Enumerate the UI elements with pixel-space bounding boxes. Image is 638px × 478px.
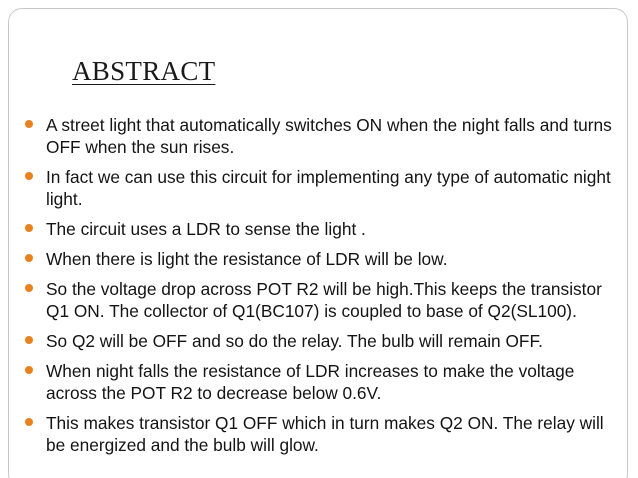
bullet-text: This makes transistor Q1 OFF which in turn makes Q2 ON. The relay will be energized and the bulb will glow.: [46, 413, 604, 455]
bullet-item: [22, 248, 622, 270]
bullet-dot-icon: [25, 254, 33, 262]
bullet-dot-icon: [25, 336, 33, 344]
bullet-item: [22, 412, 622, 456]
slide-title: ABSTRACT: [72, 56, 216, 86]
bullet-text: When there is light the resistance of LDR will be low.: [46, 249, 448, 269]
bullet-list: [22, 114, 622, 464]
bullet-text: A street light that automatically switches ON when the night falls and turns OFF when the sun rises.: [46, 115, 612, 157]
bullet-dot-icon: [25, 366, 33, 374]
bullet-item: [22, 218, 622, 240]
bullet-text: In fact we can use this circuit for implementing any type of automatic night light.: [46, 167, 611, 209]
bullet-dot-icon: [25, 284, 33, 292]
bullet-item: [22, 330, 622, 352]
bullet-dot-icon: [25, 172, 33, 180]
bullet-text: When night falls the resistance of LDR increases to make the voltage across the POT R2 to decrease below 0.6V.: [46, 361, 575, 403]
bullet-dot-icon: [25, 418, 33, 426]
bullet-item: [22, 166, 622, 210]
bullet-item: [22, 114, 622, 158]
bullet-text: The circuit uses a LDR to sense the light .: [46, 219, 366, 239]
bullet-item: [22, 278, 622, 322]
bullet-dot-icon: [25, 120, 33, 128]
bullet-dot-icon: [25, 224, 33, 232]
bullet-text: So Q2 will be OFF and so do the relay. The bulb will remain OFF.: [46, 331, 543, 351]
bullet-text: So the voltage drop across POT R2 will be high.This keeps the transistor Q1 ON. The collector of Q1(BC107) is coupled to base of Q2(SL100).: [46, 279, 602, 321]
bullet-item: [22, 360, 622, 404]
